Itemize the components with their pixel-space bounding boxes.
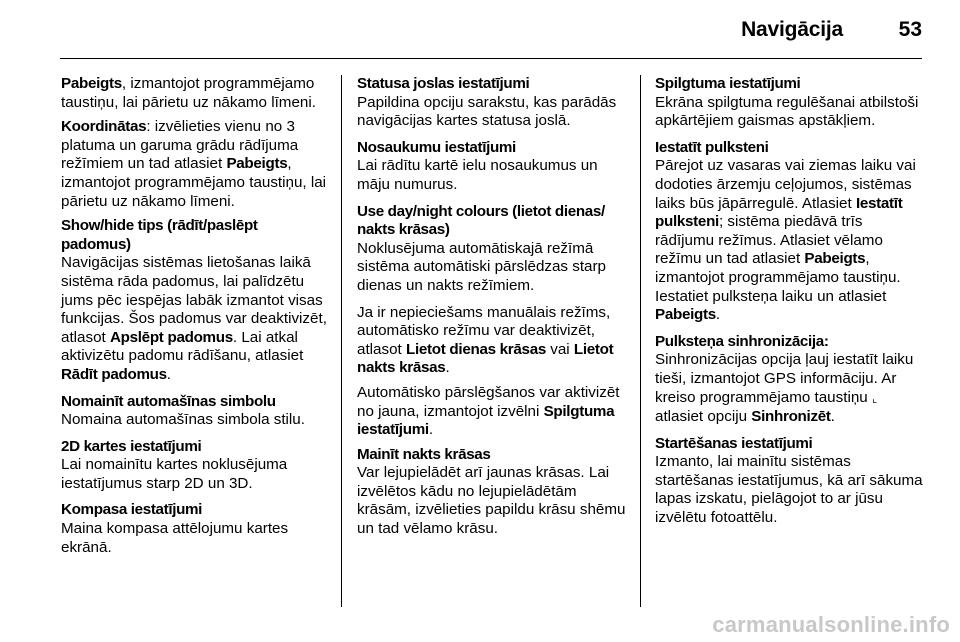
section-body: Var lejupielādēt arī jaunas krāsas. Lai izvēlētos kādu no lejupielādētām krāsām, izvēlieties papildu krāsu shēmu un tad vēlamo krāsu. (357, 464, 626, 538)
section-heading: Statusa joslas iestatījumi (357, 75, 530, 92)
show-tips-term: Rādīt padomus (61, 365, 167, 383)
section-body: Papildina opciju sarakstu, kas parādās navigācijas kartes statusa joslā. (357, 93, 617, 130)
coordinates-paragraph (61, 118, 331, 211)
section-brightness (655, 75, 925, 131)
column-divider-1 (341, 75, 342, 607)
manual-mode-paragraph (357, 304, 627, 378)
tips-text-2: . Lai atkal aktivizētu padomu rādīšanu, atlasiet (61, 328, 304, 365)
manual-text-or: vai (546, 340, 574, 358)
finish-term: Pabeigts (804, 250, 866, 268)
softkey-icon: ⌞ (871, 391, 878, 405)
finish-term: Pabeigts (655, 306, 716, 324)
set-clock-term: Iestatīt pulksteni (655, 194, 903, 231)
section-heading: Use day/night colours (lietot dienas/ nakts krāsas) (357, 202, 605, 239)
tips-text-end: . (166, 365, 172, 383)
sync-text: Sinhronizācijas opcija ļauj iestatīt laiku tieši, izmantojot GPS informāciju. Ar kreiso programmējamo taustiņu (655, 351, 914, 406)
synchronize-term: Sinhronizēt (751, 408, 831, 426)
header-rule (60, 58, 922, 59)
section-heading: Pulksteņa sinhronizācija: (655, 332, 829, 350)
manual-text: Ja ir nepieciešams manuālais režīms, automātisko režīmu var deaktivizēt, atlasot (357, 303, 611, 358)
page-header (0, 0, 960, 60)
section-compass (61, 501, 331, 557)
section-body: Maina kompasa attēlojumu kartes ekrānā. (61, 520, 289, 556)
finish-term: Pabeigts (61, 75, 122, 92)
manual-text-end: . (445, 359, 450, 377)
clock-text: Pārejot uz vasaras vai ziemas laiku vai dodoties ārzemju ceļojumos, sistēmas laiks būs jāpārregulē. Atlasiet (655, 157, 916, 212)
section-body: Lai nomainītu kartes noklusējuma iestatījumus starp 2D un 3D. (61, 456, 288, 492)
section-startup (655, 435, 925, 528)
section-heading: Nomainīt automašīnas simbolu (61, 392, 276, 410)
page-title: Navigācija (741, 18, 843, 41)
page-number: 53 (898, 18, 922, 41)
sync-text-end: . (830, 408, 835, 426)
coordinates-finish-term: Pabeigts (226, 155, 288, 173)
section-car-symbol (61, 393, 331, 430)
section-body: Izmanto, lai mainītu sistēmas startēšanas iestatījumus, kā arī sākuma lapas izskatu, pielāgojot to ar jūsu izvēlētu fotoattēlu. (655, 453, 923, 527)
day-colours-term: Lietot dienas krāsas (405, 340, 547, 358)
clock-text-2: ; sistēma piedāvā trīs rādījumu režīmus. Atlasiet vēlamo režīmu un tad atlasiet (655, 213, 883, 268)
section-heading: Iestatīt pulksteni (655, 138, 769, 156)
section-status-bar (357, 75, 627, 131)
section-heading: Show/hide tips (rādīt/paslēpt padomus) (61, 217, 258, 253)
coordinates-text-end: , izmantojot programmējamo taustiņu, lai pārietu uz nākamo līmeni. (61, 155, 327, 210)
finish-paragraph (61, 75, 331, 112)
section-body: Lai rādītu kartē ielu nosaukumus un māju numurus. (357, 157, 598, 193)
column-1 (61, 75, 331, 565)
section-heading: Nosaukumu iestatījumi (357, 138, 516, 156)
auto-switch-paragraph (357, 384, 627, 440)
hide-tips-term: Apslēpt padomus (109, 328, 233, 346)
section-clock-sync (655, 333, 925, 427)
section-tips (61, 217, 331, 384)
section-night-colours (357, 446, 627, 539)
section-day-night (357, 203, 627, 296)
coordinates-text: : izvēlieties vienu no 3 platuma un garuma grādu rādījuma režīmiem un tad atlasiet (61, 118, 299, 173)
section-heading: Startēšanas iestatījumi (655, 434, 813, 452)
section-body: Nomaina automašīnas simbola stilu. (61, 411, 305, 429)
section-names (357, 139, 627, 195)
section-heading: Kompasa iestatījumi (61, 501, 203, 519)
section-body: Ekrāna spilgtuma regulēšanai atbilstoši apkārtējiem gaismas apstākļiem. (655, 93, 919, 130)
night-colours-term: Lietot nakts krāsas (357, 340, 614, 377)
column-2 (357, 75, 627, 547)
coordinates-term: Koordinātas (61, 118, 147, 136)
clock-text-3: , izmantojot programmējamo taustiņu. Iestatiet pulksteņa laiku un atlasiet (655, 250, 901, 305)
section-heading: 2D kartes iestatījumi (61, 437, 202, 455)
finish-text: , izmantojot programmējamo taustiņu, lai pārietu uz nākamo līmeni. (61, 75, 316, 111)
column-divider-2 (640, 75, 641, 607)
section-set-clock (655, 139, 925, 325)
section-2d-map (61, 438, 331, 494)
tips-text: Navigācijas sistēmas lietošanas laikā sistēma rāda padomus, lai palīdzētu jums pēc iespējas labāk izmantot visas funkcijas. Šos padomus var deaktivizēt, atlasot (61, 254, 327, 346)
column-3 (655, 75, 925, 536)
watermark: carmanualsonline.info (712, 612, 950, 637)
auto-text: Automātisko pārslēgšanos var aktivizēt no jauna, izmantojot izvēlni (357, 383, 620, 420)
brightness-term: Spilgtuma iestatījumi (357, 402, 615, 439)
section-heading: Spilgtuma iestatījumi (655, 75, 801, 92)
clock-text-end: . (715, 306, 721, 324)
section-body: Noklusējuma automātiskajā režīmā sistēma automātiski pārslēdzas starp dienas un nakts režīmiem. (357, 239, 607, 294)
section-heading: Mainīt nakts krāsas (357, 445, 491, 463)
sync-text-2: atlasiet opciju (655, 408, 752, 426)
auto-text-end: . (428, 421, 434, 439)
